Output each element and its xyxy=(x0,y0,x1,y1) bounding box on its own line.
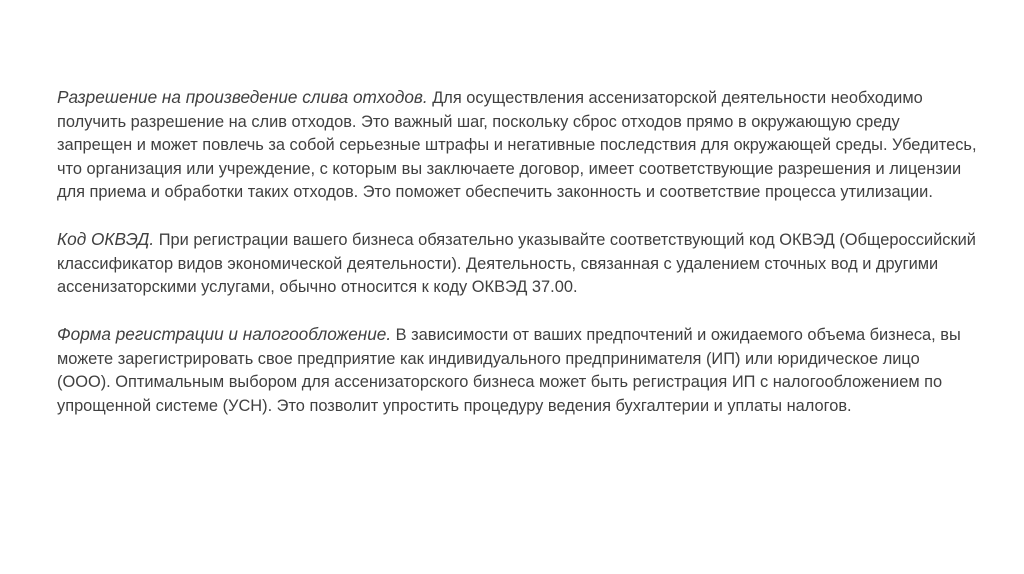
paragraph-term: Код ОКВЭД. xyxy=(57,229,155,249)
paragraph-okved-code xyxy=(57,228,977,300)
paragraph-waste-discharge-permit xyxy=(57,86,977,205)
paragraph-text: При регистрации вашего бизнеса обязательно указывайте соответствующий код ОКВЭД (Общероссийский классификатор видов экономической деятельности). Деятельность, связанная с удалением сточных вод и другими ассенизаторскими услугами, обычно относится к коду ОКВЭД 37.00. xyxy=(57,231,976,296)
paragraph-term: Разрешение на произведение слива отходов. xyxy=(57,87,428,107)
paragraph-text: Для осуществления ассенизаторской деятельности необходимо получить разрешение на слив отходов. Это важный шаг, поскольку сброс отходов прямо в окружающую среду запрещен и может повлечь за собой серьезные штрафы и негативные последствия для окружающей среды. Убедитесь, что организация или учреждение, с которым вы заключаете договор, имеет соответствующие разрешения и лицензии для приема и обработки таких отходов. Это поможет обеспечить законность и соответствие процесса утилизации. xyxy=(57,89,977,201)
paragraph-text: В зависимости от ваших предпочтений и ожидаемого объема бизнеса, вы можете зарегистрировать свое предприятие как индивидуального предпринимателя (ИП) или юридическое лицо (ООО). Оптимальным выбором для ассенизаторского бизнеса может быть регистрация ИП с налогообложением по упрощенной системе (УСН). Это позволит упростить процедуру ведения бухгалтерии и уплаты налогов. xyxy=(57,326,961,415)
paragraph-registration-taxation xyxy=(57,323,977,418)
slide-body xyxy=(57,86,977,442)
paragraph-term: Форма регистрации и налогообложение. xyxy=(57,324,392,344)
